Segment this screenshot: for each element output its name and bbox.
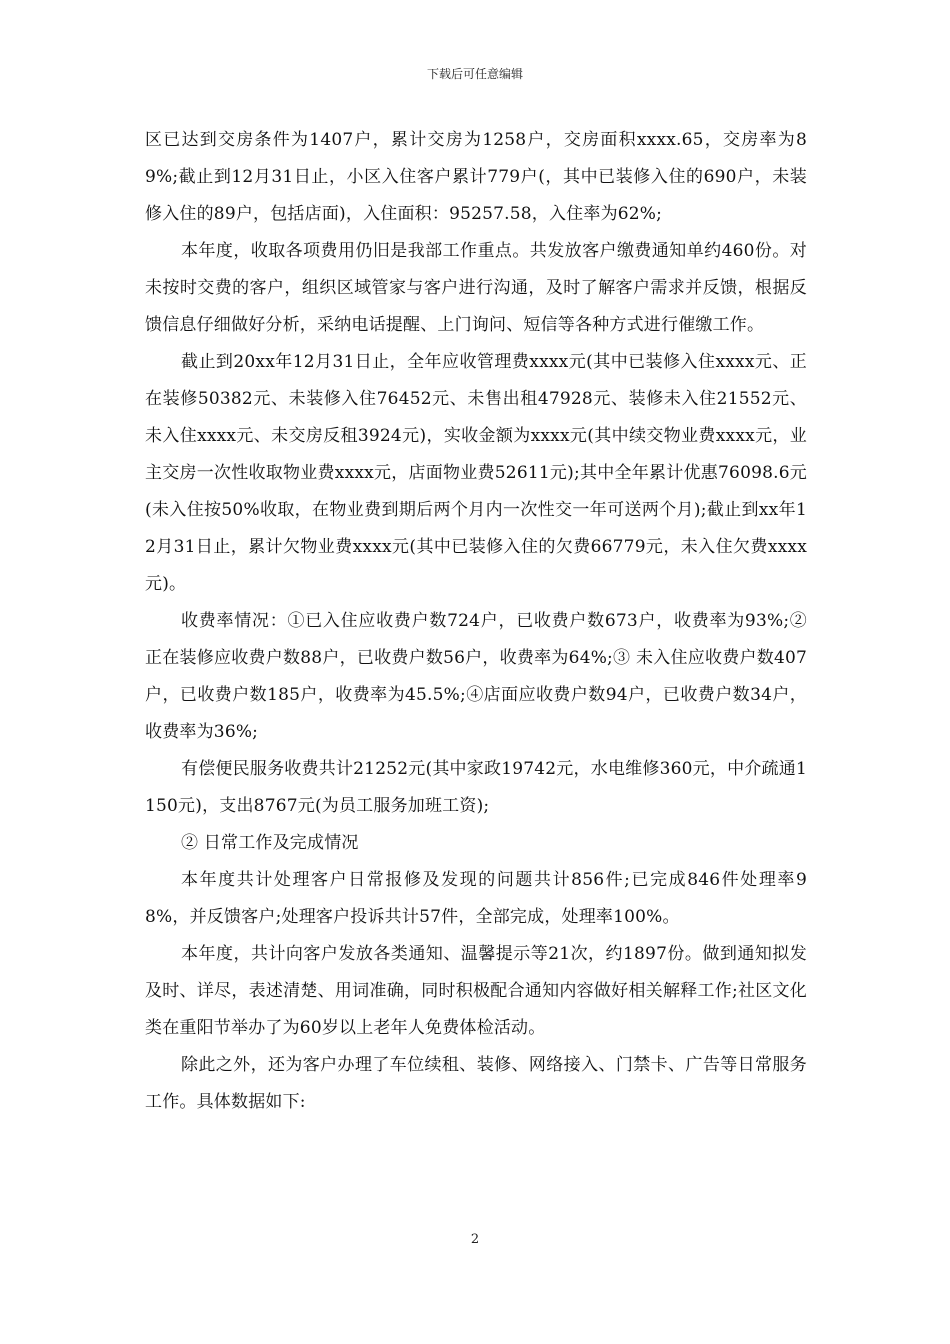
paragraph-4: 收费率情况：①已入住应收费户数724户，已收费户数673户，收费率为93%;② 正在装修应收费户数88户，已收费户数56户，收费率为64%;③ 未入住应收费户数407户，已收费户数185户，收费率为45.5%;④店面应收费户数94户，已收费户数34户，收费率为36%;	[145, 611, 807, 742]
paragraph-9: 除此之外，还为客户办理了车位续租、装修、网络接入、门禁卡、广告等日常服务工作。具体数据如下:	[145, 1055, 807, 1112]
paragraph-8: 本年度，共计向客户发放各类通知、温馨提示等21次，约1897份。做到通知拟发及时、详尽，表述清楚、用词准确，同时积极配合通知内容做好相关解释工作;社区文化类在重阳节举办了为60岁以上老年人免费体检活动。	[145, 944, 807, 1038]
paragraph-6-heading: ② 日常工作及完成情况	[181, 833, 359, 853]
page-number: 2	[470, 1232, 480, 1247]
paragraph-2: 本年度，收取各项费用仍旧是我部工作重点。共发放客户缴费通知单约460份。对未按时交费的客户，组织区域管家与客户进行沟通，及时了解客户需求并反馈，根据反馈信息仔细做好分析，采纳电话提醒、上门询问、短信等各种方式进行催缴工作。	[145, 241, 807, 335]
paragraph-5: 有偿便民服务收费共计21252元(其中家政19742元，水电维修360元，中介疏通1150元)，支出8767元(为员工服务加班工资);	[145, 759, 807, 816]
paragraph-7: 本年度共计处理客户日常报修及发现的问题共计856件;已完成846件处理率98%，并反馈客户;处理客户投诉共计57件，全部完成，处理率100%。	[145, 870, 807, 927]
document-body	[145, 122, 807, 1121]
paragraph-1: 区已达到交房条件为1407户，累计交房为1258户，交房面积xxxx.65，交房率为89%;截止到12月31日止，小区入住客户累计779户(，其中已装修入住的690户，未装修入住的89户，包括店面)，入住面积：95257.58，入住率为62%;	[145, 130, 807, 224]
paragraph-3: 截止到20xx年12月31日止，全年应收管理费xxxx元(其中已装修入住xxxx元、正在装修50382元、未装修入住76452元、未售出租47928元、装修未入住21552元、未入住xxxx元、未交房反租3924元)，实收金额为xxxx元(其中续交物业费xxxx元，业主交房一次性收取物业费xxxx元，店面物业费52611元);其中全年累计优惠76098.6元(未入住按50%收取，在物业费到期后两个月内一次性交一年可送两个月);截止到xx年12月31日止，累计欠物业费xxxx元(其中已装修入住的欠费66779元，未入住欠费xxxx元)。	[145, 352, 807, 594]
page-header: 下载后可任意编辑	[426, 67, 523, 81]
